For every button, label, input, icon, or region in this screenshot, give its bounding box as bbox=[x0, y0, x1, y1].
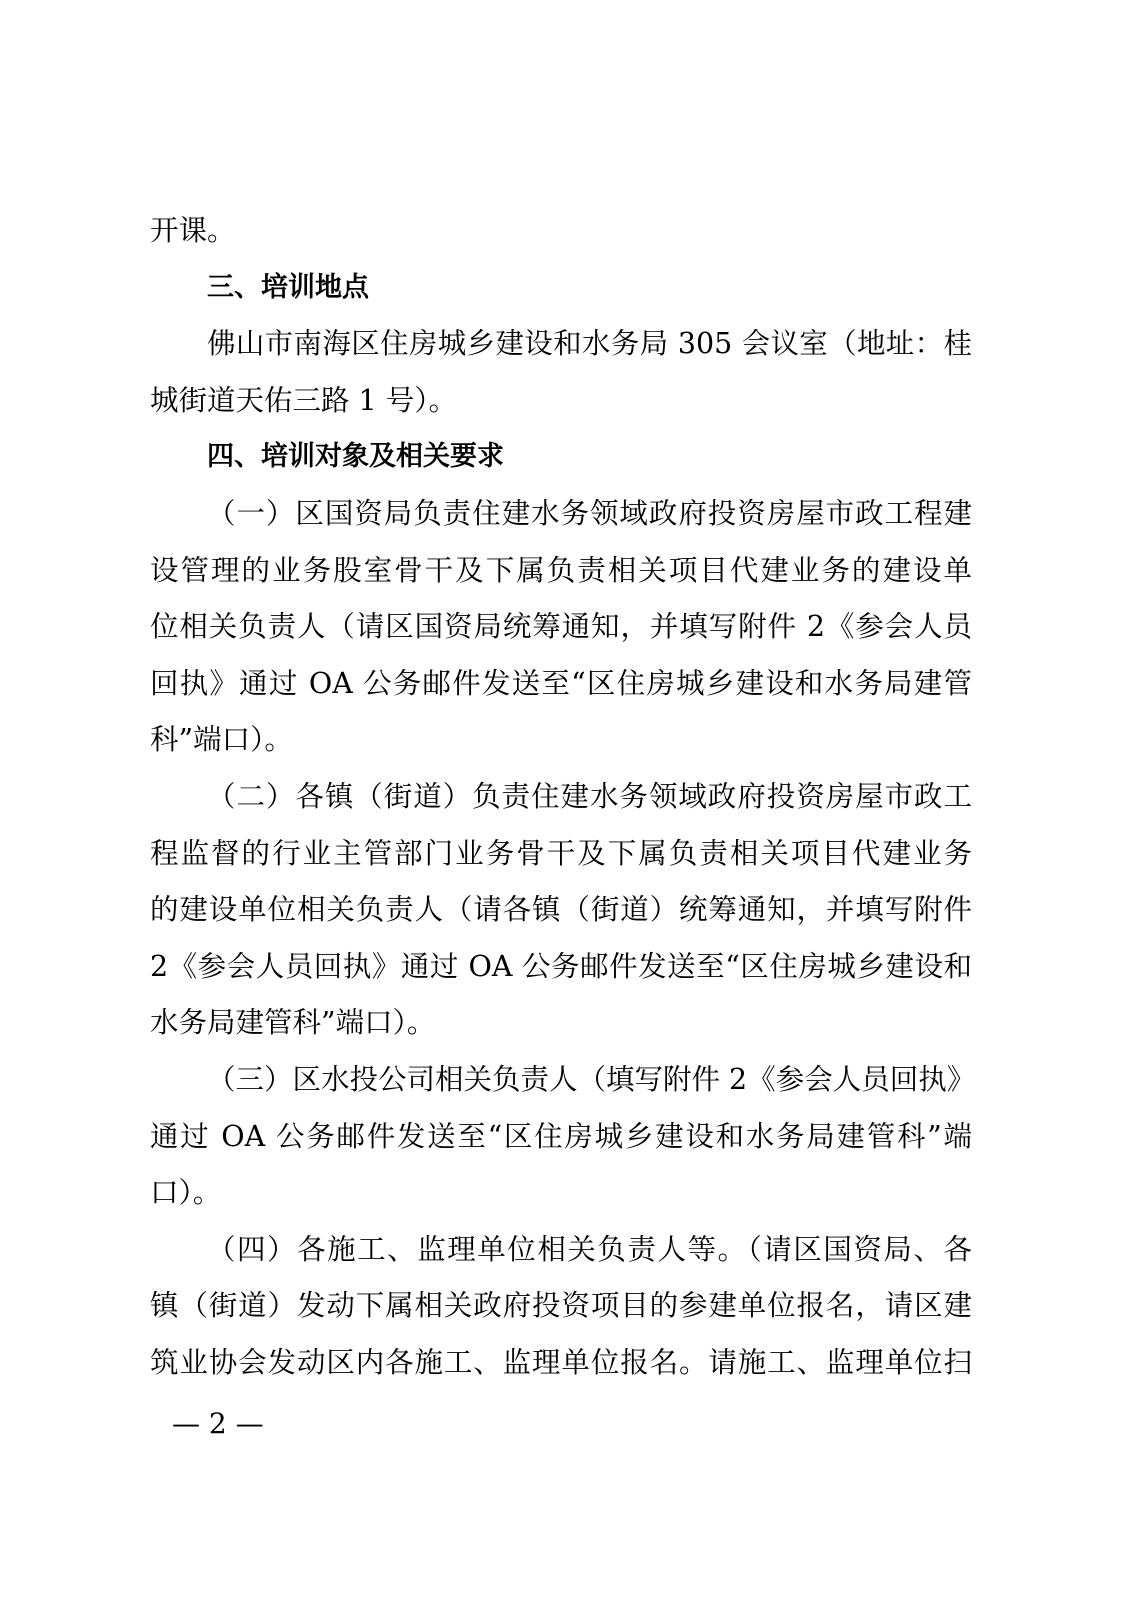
text-line: 开课。 bbox=[150, 214, 236, 247]
text-line: 筑业协会发动区内各施工、监理单位报名。请施工、监理单位扫 bbox=[150, 1345, 972, 1379]
text-line: 位相关负责人（请区国资局统筹通知，并填写附件 2《参会人员 bbox=[150, 610, 972, 644]
text-line: 水务局建管科”端口）。 bbox=[150, 1006, 436, 1040]
text-line: （二）各镇（街道）负责住建水务领域政府投资房屋市政工 bbox=[207, 779, 972, 813]
text-line: （一）区国资局负责住建水务领域政府投资房屋市政工程建 bbox=[207, 496, 972, 530]
text-line: （三）区水投公司相关负责人（填写附件 2《参会人员回执》 bbox=[207, 1062, 976, 1096]
text-line: 回执》通过 OA 公务邮件发送至“区住房城乡建设和水务局建管 bbox=[150, 666, 972, 700]
page-number: — 2 — bbox=[172, 1407, 264, 1440]
text-line: 镇（街道）发动下属相关政府投资项目的参建单位报名，请区建 bbox=[150, 1289, 972, 1323]
text-line: 设管理的业务股室骨干及下属负责相关项目代建业务的建设单 bbox=[150, 553, 972, 587]
text-line: 程监督的行业主管部门业务骨干及下属负责相关项目代建业务 bbox=[150, 836, 972, 870]
text-line: 口）。 bbox=[150, 1176, 222, 1210]
text-line: 佛山市南海区住房城乡建设和水务局 305 会议室（地址：桂 bbox=[207, 327, 972, 361]
section-heading-location: 三、培训地点 bbox=[207, 271, 369, 303]
text-line: 的建设单位相关负责人（请各镇（街道）统筹通知，并填写附件 bbox=[150, 893, 972, 927]
text-line: （四）各施工、监理单位相关负责人等。（请区国资局、各 bbox=[207, 1232, 972, 1266]
body-text bbox=[150, 203, 976, 1391]
text-line: 通过 OA 公务邮件发送至“区住房城乡建设和水务局建管科”端 bbox=[150, 1119, 972, 1153]
text-line: 2《参会人员回执》通过 OA 公务邮件发送至“区住房城乡建设和 bbox=[150, 949, 972, 983]
section-heading-participants: 四、培训对象及相关要求 bbox=[207, 441, 504, 473]
text-line: 科”端口）。 bbox=[150, 723, 293, 757]
text-line: 城街道天佑三路 1 号）。 bbox=[150, 383, 458, 417]
